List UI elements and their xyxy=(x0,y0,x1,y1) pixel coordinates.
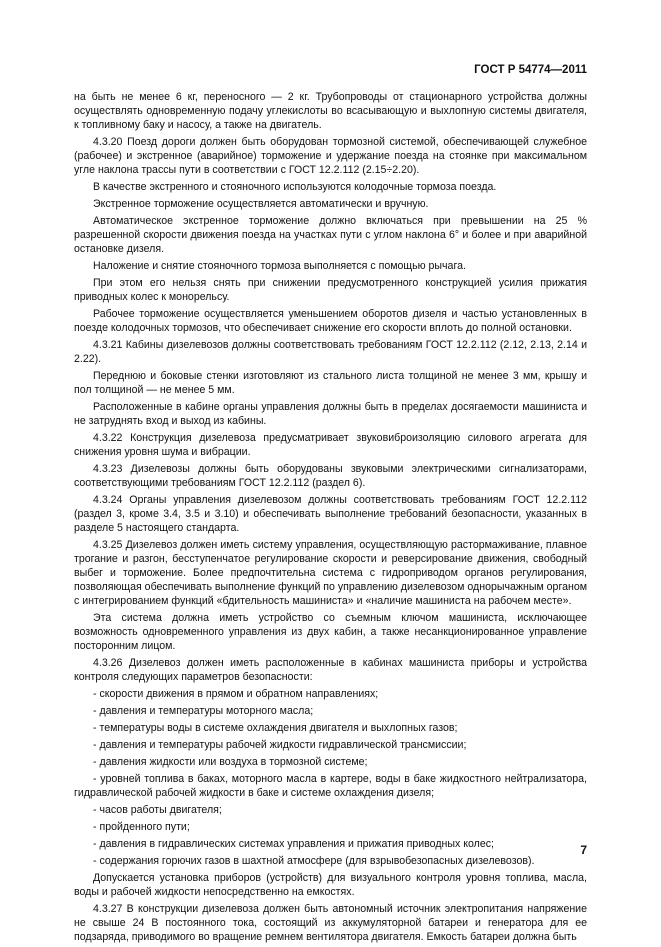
list-item: - скорости движения в прямом и обратном направлениях; xyxy=(93,688,379,700)
paragraph: 4.3.21 Кабины дизелевозов должны соответствовать требованиям ГОСТ 12.2.112 (2.12, 2.13, 2.14 и 2.22). xyxy=(74,339,587,365)
list-item: - давления в гидравлических системах управления и прижатия приводных колес; xyxy=(93,838,494,850)
list-item: - часов работы двигателя; xyxy=(93,804,222,816)
document-header: ГОСТ Р 54774—2011 xyxy=(474,64,587,76)
list-item: - пройденного пути; xyxy=(93,821,190,833)
paragraph: Переднюю и боковые стенки изготовляют из стального листа толщиной не менее 3 мм, крышу и пол толщиной — не менее 5 мм. xyxy=(74,370,587,396)
paragraph: В качестве экстренного и стояночного используются колодочные тормоза поезда. xyxy=(93,181,497,193)
paragraph: При этом его нельзя снять при снижении предусмотренного конструкцией усилия прижатия приводных колес к монорельсу. xyxy=(74,277,587,303)
paragraph: Автоматическое экстренное торможение должно включаться при превышении на 25 % разрешенной скорости движения поезда на участках пути с углом наклона 6° и более и при аварийной остановке дизеля. xyxy=(74,215,587,255)
paragraph: 4.3.20 Поезд дороги должен быть оборудован тормозной системой, обеспечивающей служебное (рабочее) и экстренное (аварийное) торможение и удержание поезда на стоянке при максимальном угле наклона трассы пути в соответствии с ГОСТ 12.2.112 (2.15÷2.20). xyxy=(74,136,587,176)
list-item: - содержания горючих газов в шахтной атмосфере (для взрывобезопасных дизелевозов). xyxy=(93,855,535,867)
paragraph: Расположенные в кабине органы управления должны быть в пределах досягаемости машиниста и не затруднять вход и выход из кабины. xyxy=(74,401,587,427)
page-number: 7 xyxy=(580,843,587,857)
list-item: - уровней топлива в баках, моторного масла в картере, воды в баке жидкостного нейтрализатора, гидравлической рабочей жидкости в баке и системе охлаждения дизеля; xyxy=(74,773,587,799)
paragraph: 4.3.26 Дизелевоз должен иметь расположенные в кабинах машиниста приборы и устройства контроля следующих параметров безопасности: xyxy=(74,657,587,683)
paragraph: Наложение и снятие стояночного тормоза выполняется с помощью рычага. xyxy=(93,260,466,272)
list-item: - давления жидкости или воздуха в тормозной системе; xyxy=(93,756,368,768)
paragraph: Рабочее торможение осуществляется уменьшением оборотов дизеля и частью установленных в поезде колодочных тормозов, что обеспечивает снижение его скорости вплоть до полной остановки. xyxy=(74,308,587,334)
paragraph: на быть не менее 6 кг, переносного — 2 кг. Трубопроводы от стационарного устройства должны осуществлять одновременную подачу углекислоты во всасывающую и выхлопную системы двигателя, к топливному баку и насосу, а также на двигатель. xyxy=(74,91,587,131)
paragraph: 4.3.25 Дизелевоз должен иметь систему управления, осуществляющую растормаживание, плавное трогание и разгон, бесступенчатое регулирование скорости и реверсирование движения, свободный выбег и торможение. Более предпочтительна система с гидроприводом органов регулирования, позволяющая обеспечивать выполнение функций по управлению дизелевозом однорычажным органом с интегрированием функций «бдительность машиниста» и «наличие машиниста на рабочем месте». xyxy=(74,539,587,607)
paragraph: 4.3.22 Конструкция дизелевоза предусматривает звуковиброизоляцию силового агрегата для снижения уровня шума и вибрации. xyxy=(74,432,587,458)
list-item: - температуры воды в системе охлаждения двигателя и выхлопных газов; xyxy=(93,722,458,734)
paragraph: 4.3.23 Дизелевозы должны быть оборудованы звуковыми электрическими сигнализаторами, соответствующими требованиям ГОСТ 12.2.112 (раздел 6). xyxy=(74,463,587,489)
list-item: - давления и температуры моторного масла; xyxy=(93,705,314,717)
list-item: - давления и температуры рабочей жидкости гидравлической трансмиссии; xyxy=(93,739,467,751)
paragraph: 4.3.27 В конструкции дизелевоза должен быть автономный источник электропитания напряжение не свыше 24 В постоянного тока, состоящий из аккумуляторной батареи и генератора для ее подзаряда, приводимого во вращение ремнем вентилятора двигателя. Емкость батареи должна быть xyxy=(74,903,587,943)
paragraph: Экстренное торможение осуществляется автоматически и вручную. xyxy=(93,198,429,210)
document-body xyxy=(74,90,587,947)
paragraph: Эта система должна иметь устройство со съемным ключом машиниста, исключающее возможность одновременного управления из двух кабин, а также несанкционированное управление посторонним лицом. xyxy=(74,612,587,652)
paragraph: 4.3.24 Органы управления дизелевозом должны соответствовать требованиям ГОСТ 12.2.112 (раздел 3, кроме 3.4, 3.5 и 3.10) и обеспечивать выполнение требований безопасности, указанных в разделе 5 настоящего стандарта. xyxy=(74,494,587,534)
paragraph: Допускается установка приборов (устройств) для визуального контроля уровня топлива, масла, воды и рабочей жидкости непосредственно на емкостях. xyxy=(74,872,587,898)
